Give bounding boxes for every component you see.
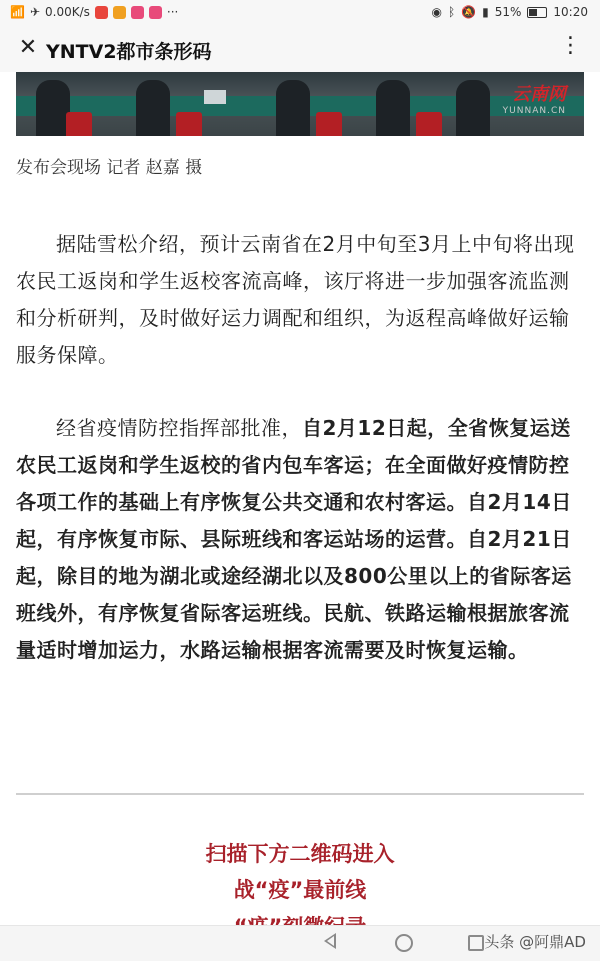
navigation-bar bbox=[0, 925, 600, 961]
status-bar bbox=[0, 0, 600, 26]
photo-chair bbox=[176, 112, 202, 136]
app-badge-icon bbox=[113, 6, 126, 19]
article-paragraph: 据陆雪松介绍，预计云南省在2月中旬至3月上中旬将出现农民工返岗和学生返校客流高峰，该厅将进一步加强客流监测和分析研判，及时做好运力调配和组织，为返程高峰做好运输服务保障。 bbox=[16, 232, 575, 367]
photo-chair bbox=[66, 112, 92, 136]
photo-laptop bbox=[204, 90, 226, 104]
app-badge-icon bbox=[149, 6, 162, 19]
photo-caption: 发布会现场 记者 赵嘉 摄 bbox=[16, 158, 203, 178]
paragraph-bold-text: 自2月12日起，全省恢复运送农民工返岗和学生返校的省内包车客运；在全面做好疫情防控各项工作的基础上有序恢复公共交通和农村客运。自2月14日起，有序恢复市际、县际班线和客运站场的运营。自2月21日起，除目的地为湖北或途经湖北以及800公里以上的省际客运班线外，有序恢复省际客运班线。民航、铁路运输根据旅客流量适时增加运力，水路运输根据客流需要及时恢复运输。 bbox=[16, 416, 572, 662]
photo-person bbox=[276, 80, 310, 136]
close-icon[interactable]: ✕ bbox=[18, 35, 38, 60]
cta-line: 战“疫”最前线 bbox=[233, 878, 367, 902]
photo-person bbox=[36, 80, 70, 136]
cta-line: 扫描下方二维码进入 bbox=[205, 842, 395, 866]
paragraph-lead: 经省疫情防控指挥部批准， bbox=[56, 416, 302, 440]
page-title: YNTV2都市条形码 bbox=[46, 41, 212, 63]
battery-icon bbox=[527, 7, 547, 18]
photo-person bbox=[456, 80, 490, 136]
net-speed: 0.00K/s bbox=[45, 5, 90, 19]
bluetooth-icon: ᛒ bbox=[447, 5, 456, 19]
signal-icon: ▮ bbox=[482, 5, 489, 19]
back-icon[interactable] bbox=[324, 933, 336, 949]
app-badge-icon bbox=[131, 6, 144, 19]
photo-chair bbox=[316, 112, 342, 136]
photo-person bbox=[376, 80, 410, 136]
clock: 10:20 bbox=[553, 5, 588, 19]
more-icon[interactable]: ⋮ bbox=[559, 33, 583, 58]
app-badge-icon bbox=[95, 6, 108, 19]
wifi-icon: 📶 bbox=[10, 5, 25, 19]
battery-percent: 51% bbox=[494, 5, 522, 19]
eye-icon: ◉ bbox=[431, 5, 442, 19]
photo-chair bbox=[416, 112, 442, 136]
home-icon[interactable] bbox=[395, 934, 413, 952]
photo-person bbox=[136, 80, 170, 136]
article-photo bbox=[16, 72, 584, 136]
divider bbox=[16, 793, 584, 795]
more-dots-icon: ··· bbox=[166, 5, 179, 19]
article-paragraph bbox=[16, 410, 584, 669]
airplane-icon: ✈ bbox=[29, 5, 41, 19]
watermark: 头条 @阿鼎AD bbox=[484, 933, 586, 951]
mute-icon: 🔕 bbox=[461, 5, 477, 19]
yunnan-net-logo: 云南网 YUNNAN.CN bbox=[502, 84, 566, 116]
title-bar bbox=[0, 26, 600, 72]
recent-apps-icon[interactable] bbox=[468, 935, 484, 951]
